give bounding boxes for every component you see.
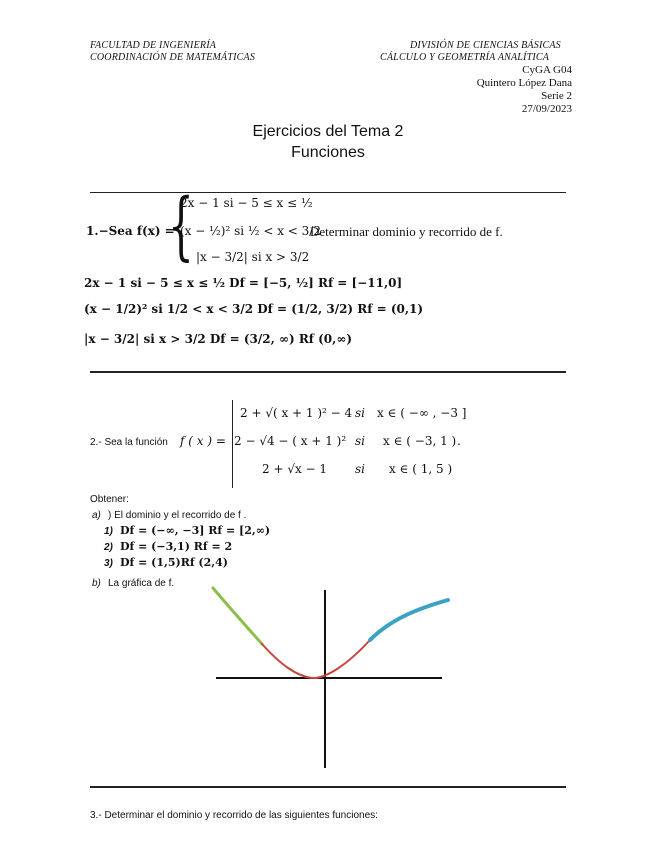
- divider: [90, 786, 566, 788]
- curve-segment-green: [213, 588, 262, 644]
- ex2-b-label: b): [92, 578, 101, 589]
- ex2-item-1-num: 1): [104, 526, 113, 537]
- curve-segment-blue: [370, 600, 448, 640]
- ex2-piece-1: 2 + √( x + 1 )² − 4: [240, 406, 353, 420]
- ex1-lead: 1.−Sea f(x) =: [86, 224, 175, 238]
- meta-group: CyGA G04: [522, 64, 572, 76]
- ex1-task: Determinar dominio y recorrido de f.: [310, 224, 503, 239]
- ex2-item-2: Df = (−3,1) Rf = 2: [120, 540, 233, 553]
- ex2-a-label: a): [92, 510, 101, 521]
- ex2-domain-1: x ∈ ( −∞ , −3 ]: [377, 406, 467, 420]
- meta-student: Quintero López Dana: [476, 77, 572, 89]
- ex2-si-1: si: [355, 406, 365, 420]
- meta-series: Serie 2: [541, 90, 572, 102]
- ex2-piece-2: 2 − √4 − ( x + 1 )²: [234, 434, 347, 448]
- ex1-piece-3: |x − 3/2| si x > 3/2: [196, 250, 310, 264]
- curve-segment-red: [262, 640, 370, 678]
- page-subtitle: Funciones: [291, 144, 365, 161]
- ex1-answer-1: 2x − 1 si − 5 ≤ x ≤ ½ Df = [−5, ½] Rf = [−11,0]: [84, 276, 403, 290]
- header-right-2: CÁLCULO Y GEOMETRÍA ANALÍTICA: [380, 52, 550, 63]
- meta-date: 27/09/2023: [521, 103, 572, 115]
- ex2-b-text: La gráfica de f.: [108, 578, 175, 589]
- page-title: Ejercicios del Tema 2: [252, 123, 404, 140]
- ex2-domain-2: x ∈ ( −3, 1 ): [383, 434, 457, 448]
- ex1-brace: {: [168, 183, 194, 269]
- ex2-item-3: Df = (1,5)Rf (2,4): [120, 556, 228, 569]
- ex2-si-3: si: [355, 462, 365, 476]
- ex2-piece-3: 2 + √x − 1: [262, 462, 328, 476]
- header-left-1: FACULTAD DE INGENIERÍA: [90, 40, 217, 51]
- header-left-2: COORDINACIÓN DE MATEMÁTICAS: [90, 52, 256, 63]
- ex2-a-text: ) El dominio y el recorrido de f .: [108, 510, 247, 521]
- ex2-si-2: si: [355, 434, 365, 448]
- ex3-text: 3.- Determinar el dominio y recorrido de las siguientes funciones:: [90, 810, 378, 821]
- ex1-answer-2: (x − 1/2)² si 1/2 < x < 3/2 Df = (1/2, 3/2) Rf = (0,1): [84, 302, 424, 316]
- ex1-piece-1: 2x − 1 si − 5 ≤ x ≤ ½: [180, 196, 313, 210]
- ex2-period: .: [457, 434, 461, 448]
- ex2-item-2-num: 2): [104, 542, 113, 553]
- ex1-answer-3: |x − 3/2| si x > 3/2 Df = (3/2, ∞) Rf (0,∞): [84, 332, 353, 346]
- ex2-item-1: Df = (−∞, −3] Rf = [2,∞): [120, 524, 271, 537]
- ex2-lead: 2.- Sea la función: [90, 437, 168, 448]
- ex1-piece-2: (x − ½)² si ½ < x < 3/2: [180, 224, 321, 238]
- header-right-1: DIVISIÓN DE CIENCIAS BÁSICAS: [410, 40, 561, 51]
- ex2-domain-3: x ∈ ( 1, 5 ): [389, 462, 453, 476]
- ex2-item-3-num: 3): [104, 558, 113, 569]
- ex2-fx: f ( x ) =: [180, 434, 226, 448]
- ex2-obtener: Obtener:: [90, 494, 129, 505]
